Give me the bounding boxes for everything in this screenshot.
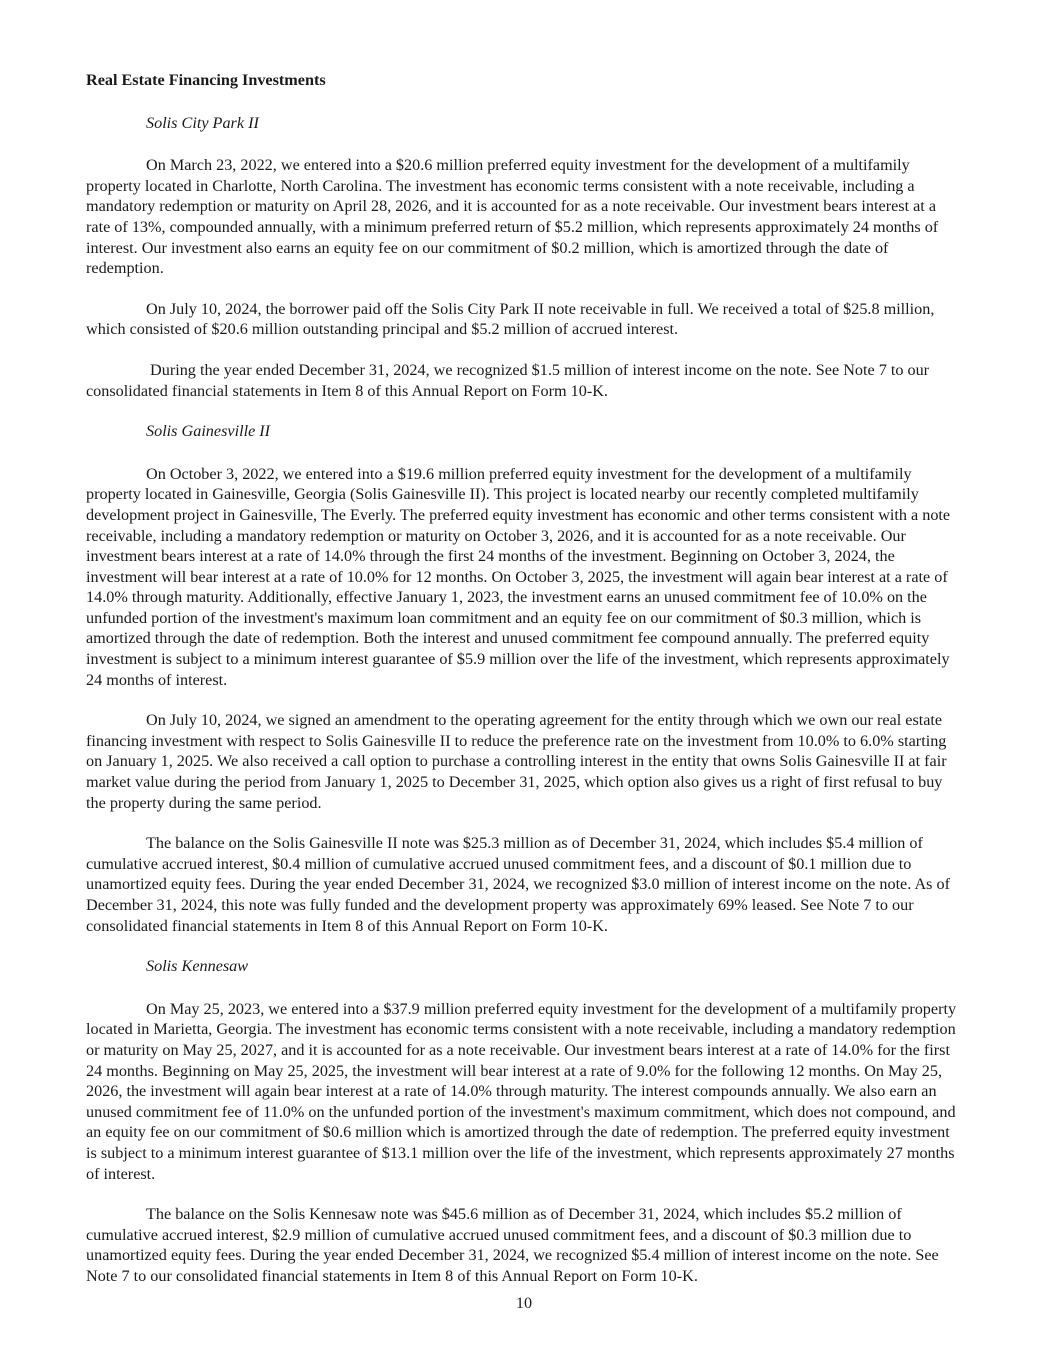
paragraph: The balance on the Solis Kennesaw note was $45.6 million as of December 31, 2024, which includes $5.2 million of cumulative accrued interest, $2.9 million of cumulative accrued unused commitment fees, and a discount of $0.3 million due to unamortized equity fees. During the year ended December 31, 2024, we recognized $5.4 million of interest income on the note. See Note 7 to our consolidated financial statements in Item 8 of this Annual Report on Form 10-K. [86,1205,943,1285]
subsection-title-solis-city-park-ii: Solis City Park II [146,113,259,132]
paragraph: On July 10, 2024, we signed an amendment to the operating agreement for the entity through which we own our real estate financing investment with respect to Solis Gainesville II to reduce the preference rate on the investment from 10.0% to 6.0% starting on January 1, 2025. We also received a call option to purchase a controlling interest in the entity that owns Solis Gainesville II at fair market value during the period from January 1, 2025 to December 31, 2025, which option also gives us a right of first refusal to buy the property during the same period. [86,711,951,812]
paragraph: On July 10, 2024, the borrower paid off the Solis City Park II note receivable in full. We received a total of $25.8 million, which consisted of $20.6 million outstanding principal and $5.2 million of accrued interest. [86,299,939,339]
subsection-title-solis-gainesville-ii: Solis Gainesville II [146,422,271,441]
paragraph: On March 23, 2022, we entered into a $20.6 million preferred equity investment for the development of a multifamily property located in Charlotte, North Carolina. The investment has economic terms consistent with a note receivable, including a mandatory redemption or maturity on April 28, 2026, and it is accounted for as a note receivable. Our investment bears interest at a rate of 13%, compounded annually, with a minimum preferred return of $5.2 million, which represents approximately 24 months of interest. Our investment also earns an equity fee on our commitment of $0.2 million, which is amortized through the date of redemption. [86,156,943,278]
subsection-title-solis-kennesaw: Solis Kennesaw [146,957,249,976]
paragraph: During the year ended December 31, 2024, we recognized $1.5 million of interest income on the note. See Note 7 to our consolidated financial statements in Item 8 of this Annual Report on Form 10-K. [86,360,934,400]
paragraph: The balance on the Solis Gainesville II note was $25.3 million as of December 31, 2024, which includes $5.4 million of cumulative accrued interest, $0.4 million of cumulative accrued unused commitment fees, and a discount of $0.1 million due to unamortized equity fees. During the year ended December 31, 2024, we recognized $3.0 million of interest income on the note. As of December 31, 2024, this note was fully funded and the development property was approximately 69% leased. See Note 7 to our consolidated financial statements in Item 8 of this Annual Report on Form 10-K. [86,834,955,935]
paragraph: On October 3, 2022, we entered into a $19.6 million preferred equity investment for the development of a multifamily property located in Gainesville, Georgia (Solis Gainesville II). This project is located nearby our recently completed multifamily development project in Gainesville, The Everly. The preferred equity investment has economic and other terms consistent with a note receivable, including a mandatory redemption or maturity on October 3, 2026, and it is accounted for as a note receivable. Our investment bears interest at a rate of 14.0% through the first 24 months of the investment. Beginning on October 3, 2024, the investment will bear interest at a rate of 10.0% for 12 months. On October 3, 2025, the investment will again bear interest at a rate of 14.0% through maturity. Additionally, effective January 1, 2023, the investment earns an unused commitment fee of 10.0% on the unfunded portion of the investment's maximum loan commitment and an equity fee on our commitment of $0.3 million, which is amortized through the date of redemption. Both the interest and unused commitment fee compound annually. The preferred equity investment is subject to a minimum interest guarantee of $5.9 million over the life of the investment, which represents approximately 24 months of interest. [86,464,955,689]
paragraph: On May 25, 2023, we entered into a $37.9 million preferred equity investment for the development of a multifamily property located in Marietta, Georgia. The investment has economic terms consistent with a note receivable, including a mandatory redemption or maturity on May 25, 2027, and it is accounted for as a note receivable. Our investment bears interest at a rate of 14.0% for the first 24 months. Beginning on May 25, 2025, the investment will bear interest at a rate of 9.0% for the following 12 months. On May 25, 2026, the investment will again bear interest at a rate of 14.0% through maturity. The interest compounds annually. We also earn an unused commitment fee of 11.0% on the unfunded portion of the investment's maximum commitment, which does not compound, and an equity fee on our commitment of $0.6 million which is amortized through the date of redemption. The preferred equity investment is subject to a minimum interest guarantee of $13.1 million over the life of the investment, which represents approximately 27 months of interest. [86,999,961,1183]
section-heading: Real Estate Financing Investments [86,71,326,89]
page-number: 10 [515,1294,533,1312]
